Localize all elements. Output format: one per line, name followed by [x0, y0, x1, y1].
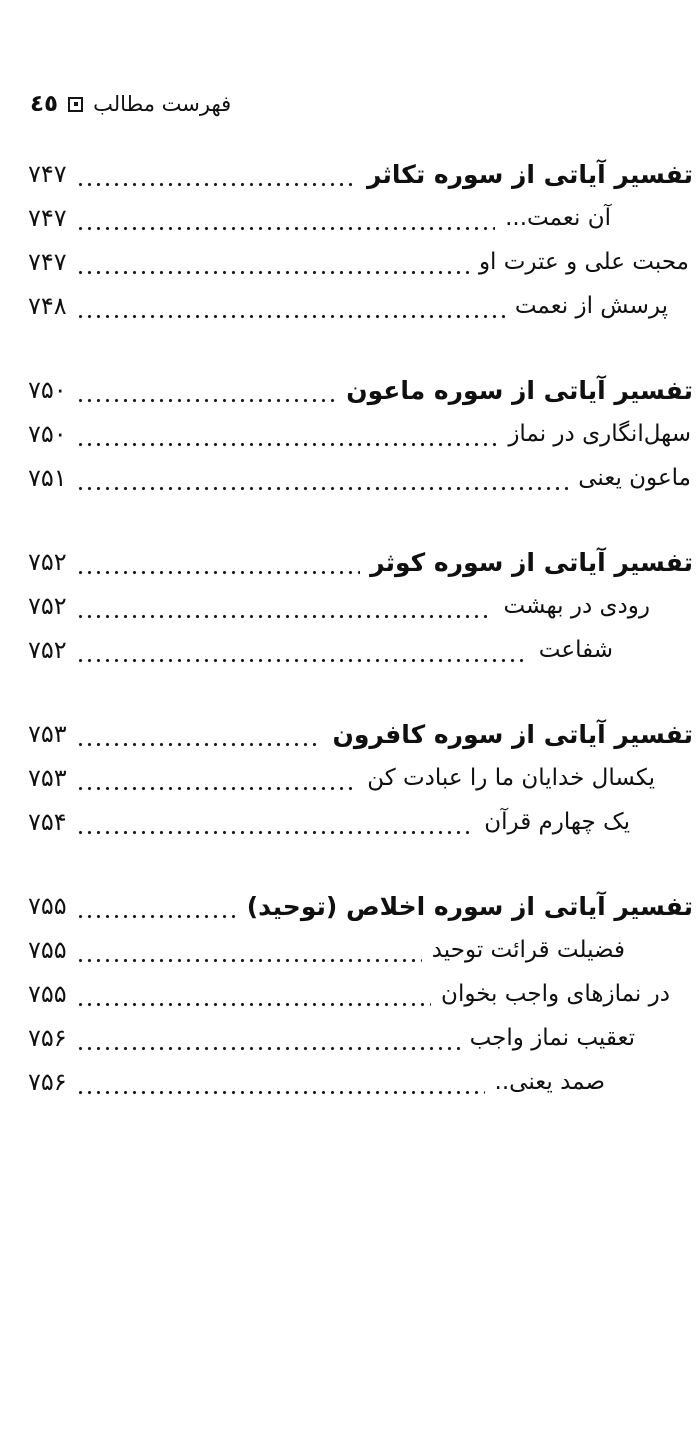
dot-leader: [78, 1090, 485, 1095]
toc-list: [0, 152, 700, 1104]
entry-page-number: ۷۴۷: [28, 204, 67, 232]
toc-entry-row: [28, 584, 693, 628]
toc-section-row: [28, 540, 693, 584]
entry-page-number: ۷۵۰: [28, 420, 67, 448]
dot-leader: [78, 398, 336, 403]
entry-page-number: ۷۴۸: [28, 292, 67, 320]
entry-title: تعقیب نماز واجب: [469, 1025, 635, 1051]
toc-entry-row: [28, 756, 693, 800]
toc-section-row: [28, 884, 693, 928]
toc-entry-row: [28, 456, 693, 500]
dot-leader: [78, 226, 495, 231]
toc-entry-row: [28, 284, 693, 328]
dot-leader: [78, 1002, 431, 1007]
dot-leader: [78, 182, 357, 187]
entry-title: تفسیر آیاتی از سوره تکاثر: [366, 159, 693, 189]
entry-page-number: ۷۵۲: [28, 592, 67, 620]
entry-title: پرسش از نعمت: [514, 293, 668, 319]
entry-title: آن نعمت...: [505, 205, 611, 231]
dot-leader: [78, 270, 469, 275]
entry-page-number: ۷۵۴: [28, 808, 67, 836]
entry-title: در نمازهای واجب بخوان: [441, 981, 670, 1007]
toc-section: [28, 540, 693, 672]
entry-page-number: ۷۴۷: [28, 248, 67, 276]
dot-leader: [78, 830, 474, 835]
toc-entry-row: [28, 240, 693, 284]
toc-section: [28, 368, 693, 500]
dot-leader: [78, 486, 568, 491]
header-title: فهرست مطالب: [93, 91, 232, 116]
entry-title: تفسیر آیاتی از سوره کافرون: [332, 719, 693, 749]
toc-section: [28, 712, 693, 844]
dot-leader: [78, 614, 493, 619]
entry-page-number: ۷۵۳: [28, 720, 67, 748]
entry-page-number: ۷۵۵: [28, 936, 67, 964]
toc-entry-row: [28, 800, 693, 844]
entry-title: تفسیر آیاتی از سوره اخلاص (توحید): [246, 891, 693, 921]
square-bullet-icon: [68, 97, 83, 112]
toc-section: [28, 152, 693, 328]
entry-title: محبت علی و عترت او: [478, 249, 689, 275]
entry-title: یک چهارم قرآن: [484, 809, 630, 835]
entry-page-number: ۷۵۶: [28, 1068, 67, 1096]
dot-leader: [78, 958, 422, 963]
dot-leader: [78, 658, 529, 663]
entry-page-number: ۷۵۰: [28, 376, 67, 404]
toc-entry-row: [28, 628, 693, 672]
toc-section-row: [28, 712, 693, 756]
square-bullet-inner: [74, 102, 78, 106]
toc-entry-row: [28, 412, 693, 456]
entry-page-number: ۷۵۶: [28, 1024, 67, 1052]
dot-leader: [78, 570, 360, 575]
entry-title: تفسیر آیاتی از سوره ماعون: [346, 375, 693, 405]
entry-title: شفاعت: [538, 637, 613, 663]
dot-leader: [78, 914, 237, 919]
entry-title: سهل‌انگاری در نماز: [508, 421, 691, 447]
entry-page-number: ۷۵۵: [28, 980, 67, 1008]
dot-leader: [78, 1046, 460, 1051]
toc-entry-row: [28, 196, 693, 240]
book-toc-page: [0, 88, 700, 1104]
dot-leader: [78, 786, 357, 791]
page-header: [30, 88, 700, 120]
entry-page-number: ۷۵۲: [28, 548, 67, 576]
entry-page-number: ۷۵۱: [28, 464, 67, 492]
entry-page-number: ۷۵۲: [28, 636, 67, 664]
entry-page-number: ۷۴۷: [28, 160, 67, 188]
toc-entry-row: [28, 928, 693, 972]
dot-leader: [78, 742, 322, 747]
toc-entry-row: [28, 1060, 693, 1104]
toc-entry-row: [28, 972, 693, 1016]
entry-page-number: ۷۵۳: [28, 764, 67, 792]
entry-title: ماعون یعنی: [578, 465, 691, 491]
entry-title: صمد یعنی..: [494, 1069, 605, 1095]
entry-title: فضیلت قرائت توحید: [431, 937, 625, 963]
toc-section: [28, 884, 693, 1104]
page-number: ٤٥: [30, 90, 59, 117]
dot-leader: [78, 442, 498, 447]
entry-title: تفسیر آیاتی از سوره کوثر: [370, 547, 693, 577]
entry-title: یکسال خدایان ما را عبادت کن: [367, 765, 655, 791]
toc-entry-row: [28, 1016, 693, 1060]
toc-section-row: [28, 368, 693, 412]
toc-section-row: [28, 152, 693, 196]
entry-page-number: ۷۵۵: [28, 892, 67, 920]
entry-title: رودی در بهشت: [503, 593, 650, 619]
dot-leader: [78, 314, 505, 319]
